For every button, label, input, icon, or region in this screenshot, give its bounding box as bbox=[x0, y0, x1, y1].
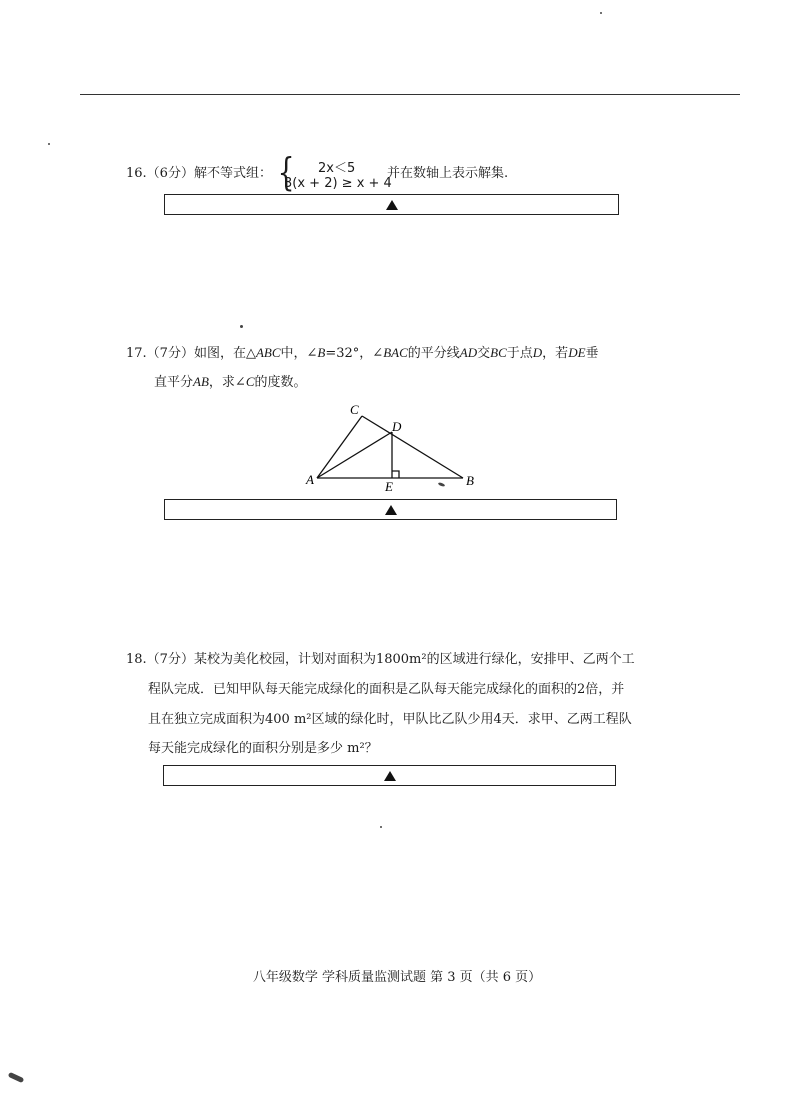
q18-line-4: 每天能完成绿化的面积分别是多少 m²？ bbox=[148, 741, 378, 756]
answer-triangle-icon bbox=[386, 200, 398, 210]
label-D: D bbox=[392, 419, 402, 434]
segment-AD bbox=[317, 432, 392, 478]
q17-answer-box[interactable] bbox=[164, 499, 617, 520]
q16-answer-box[interactable] bbox=[164, 194, 619, 215]
header-rule bbox=[80, 94, 740, 95]
segment-AC bbox=[317, 416, 362, 478]
label-C: C bbox=[350, 402, 359, 417]
right-angle-mark bbox=[392, 471, 399, 478]
q18-answer-box[interactable] bbox=[163, 765, 616, 786]
answer-triangle-icon bbox=[385, 505, 397, 515]
page-footer: 八年级数学 学科质量监测试题 第 3 页（共 6 页） bbox=[252, 970, 542, 985]
label-B: B bbox=[466, 473, 474, 488]
segment-CB bbox=[362, 416, 463, 478]
q16-prefix: 16.（6分）解不等式组： bbox=[126, 166, 272, 181]
triangle-figure bbox=[300, 398, 490, 498]
q18-line-2: 程队完成．已知甲队每天能完成绿化的面积是乙队每天能完成绿化的面积的2倍，并 bbox=[148, 682, 625, 697]
system-brace: { bbox=[277, 150, 295, 194]
scan-speck bbox=[600, 12, 602, 14]
scan-speck bbox=[240, 325, 243, 328]
q18-line-1: 18.（7分）某校为美化校园，计划对面积为1800m²的区域进行绿化，安排甲、乙两个工 bbox=[126, 652, 635, 667]
scan-speck bbox=[380, 826, 382, 828]
answer-triangle-icon bbox=[384, 771, 396, 781]
label-E: E bbox=[385, 479, 393, 494]
label-A: A bbox=[306, 472, 314, 487]
q17-line-2: 直平分AB，求∠C的度数。 bbox=[154, 374, 307, 390]
scan-speck bbox=[48, 143, 50, 145]
scan-speck bbox=[8, 1072, 25, 1083]
q16-inequality-1: 2x＜5 bbox=[318, 161, 356, 176]
q18-line-3: 且在独立完成面积为400 m²区域的绿化时，甲队比乙队少用4天．求甲、乙两工程队 bbox=[148, 712, 632, 727]
q16-suffix: 并在数轴上表示解集. bbox=[387, 166, 509, 181]
q17-line-1: 17.（7分）如图，在△ABC中，∠B=32°，∠BAC的平分线AD交BC于点D，若DE垂 bbox=[126, 345, 599, 361]
q16-inequality-2: 3(x + 2) ≥ x + 4 bbox=[284, 176, 392, 191]
